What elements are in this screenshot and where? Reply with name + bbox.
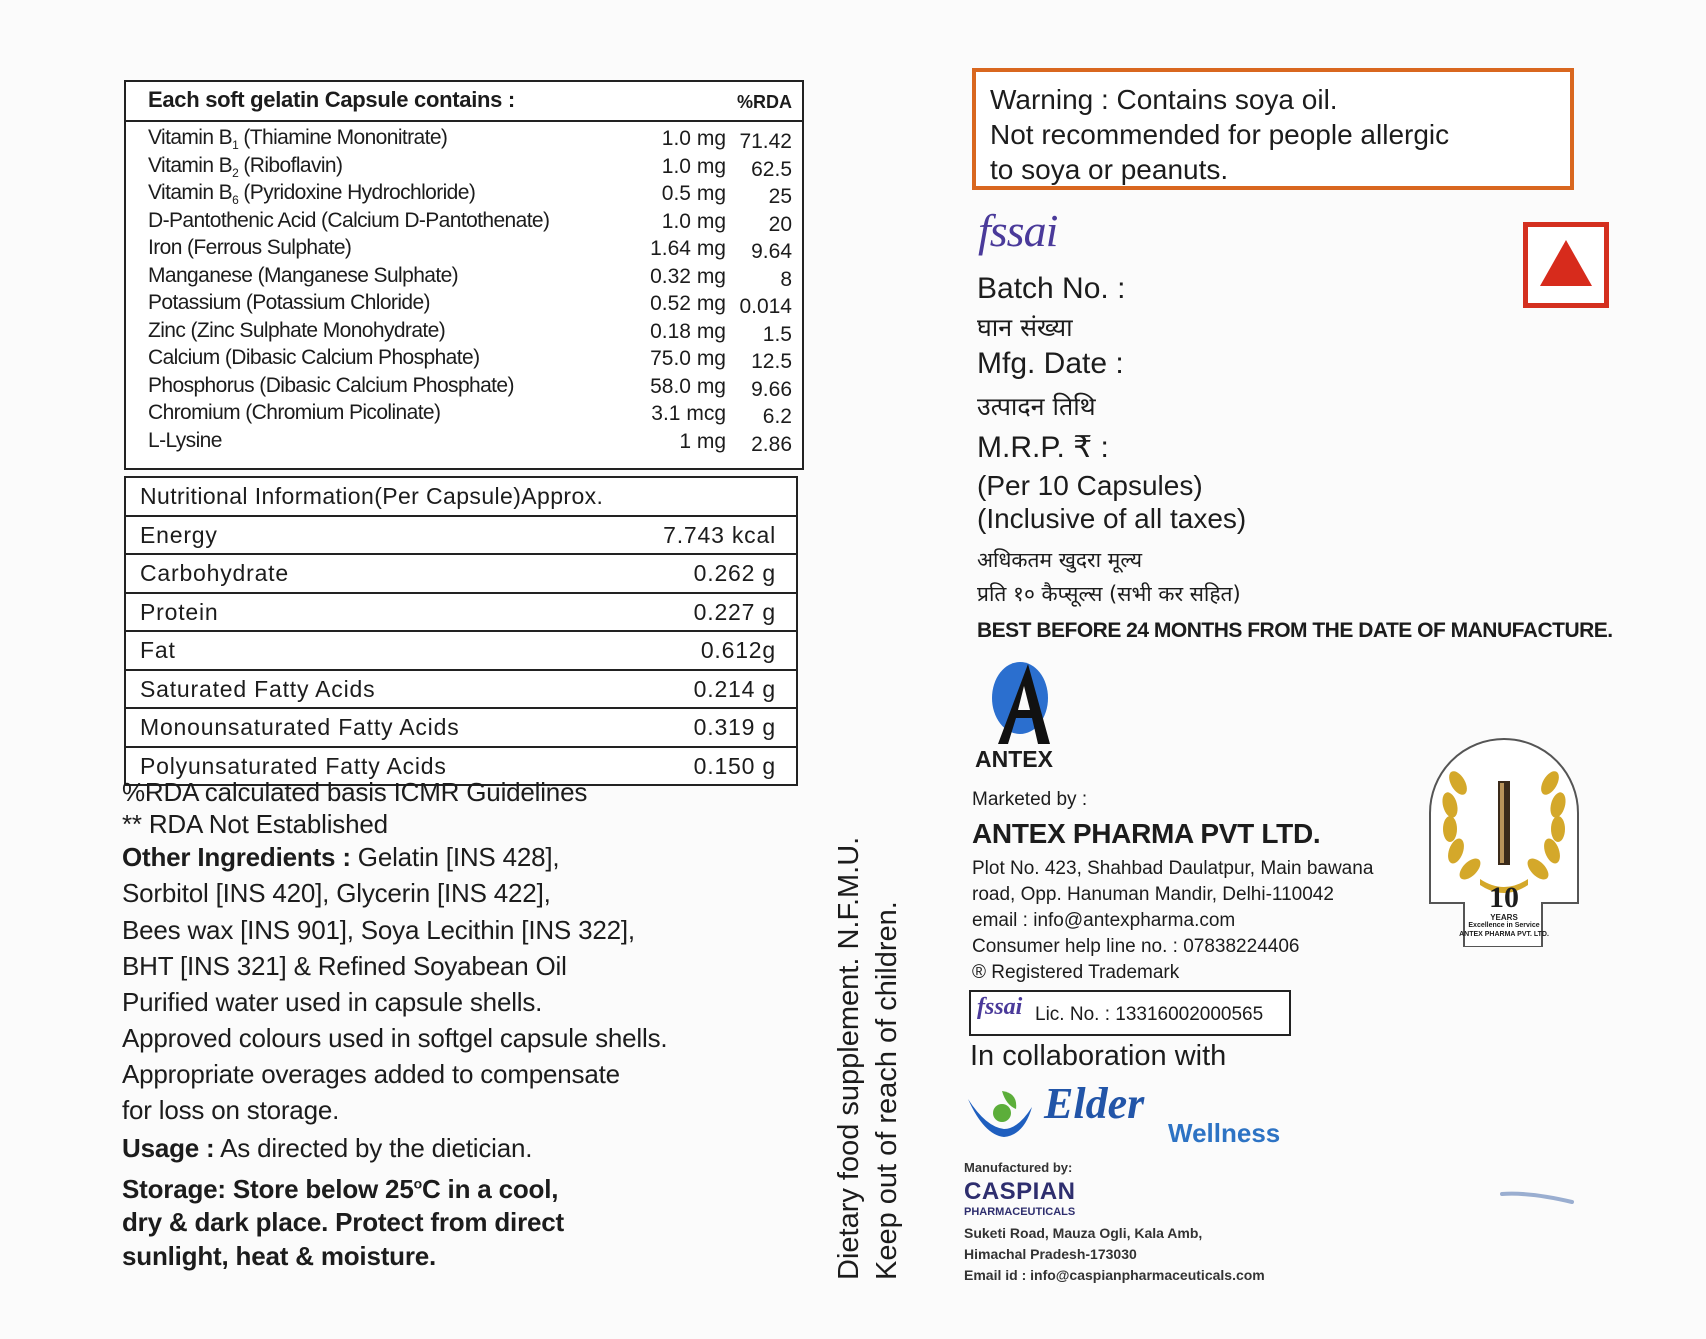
nutrient-rda: 8	[780, 267, 792, 291]
composition-row	[148, 236, 794, 264]
other-ingredients-text1: Gelatin [INS 428],	[350, 842, 560, 872]
consumer-helpline: Consumer help line no. : 07838224406	[972, 936, 1300, 957]
manufacturer-address-line2: Himachal Pradesh-173030	[964, 1246, 1137, 1262]
nutrient-name-main: Zinc (Zinc Sulphate Monohydrate)	[148, 318, 446, 342]
nutrient-rda: 2.86	[751, 432, 792, 456]
composition-row	[148, 346, 794, 374]
composition-row	[148, 126, 794, 154]
nutrition-label: Polyunsaturated Fatty Acids	[140, 752, 447, 779]
fssai-logo: fssai	[978, 205, 1058, 256]
nutrient-name	[148, 346, 479, 370]
nutrient-rda: 20	[768, 212, 792, 236]
nutrient-amount: 0.32 mg	[650, 264, 726, 288]
nutrition-label: Fat	[140, 637, 176, 663]
mfg-date-label-hindi: उत्पादन तिथि	[977, 392, 1096, 421]
nutrient-amount: 75.0 mg	[650, 347, 726, 370]
collaboration-label: In collaboration with	[970, 1040, 1227, 1072]
nutrient-name-main: Potassium (Potassium Chloride)	[148, 291, 430, 314]
nutrient-rda: 9.64	[751, 240, 792, 263]
nutrient-name	[148, 236, 351, 260]
badge-service: Excellence in Service	[1468, 922, 1540, 929]
composition-row	[148, 291, 794, 319]
nutrient-subscript: 6	[232, 193, 239, 208]
nutrient-amount: 1.0 mg	[661, 154, 726, 178]
nutrient-rda: 62.5	[751, 157, 792, 181]
manufacturer-email: Email id : info@caspianpharmaceuticals.com	[964, 1267, 1265, 1283]
rda-basis-note: %RDA calculated basis ICMR Guidelines	[122, 777, 588, 807]
non-veg-mark-icon	[1523, 222, 1609, 308]
nutrition-value: 0.214 g	[693, 675, 776, 702]
warning-line3: to soya or peanuts.	[990, 154, 1229, 185]
nutrient-subscript: 2	[232, 165, 239, 180]
degree-symbol: o	[413, 1175, 422, 1192]
composition-row	[148, 401, 794, 429]
composition-row	[148, 154, 794, 182]
nutrient-name-main: Vitamin B	[148, 126, 233, 149]
nutrient-amount: 58.0 mg	[650, 374, 726, 398]
storage-line1	[122, 1174, 558, 1205]
other-ingredients-line2: Sorbitol [INS 420], Glycerin [INS 422],	[122, 878, 551, 908]
nutrient-subscript: 1	[232, 138, 239, 153]
badge-years-number: 10	[1489, 881, 1519, 914]
marketer-address-line1: Plot No. 423, Shahbad Daulatpur, Main bawana	[972, 858, 1374, 879]
other-ingredients-line4: BHT [INS 321] & Refined Soyabean Oil	[122, 951, 567, 981]
nutrition-label: Protein	[140, 598, 219, 625]
antex-brand: ANTEX	[975, 746, 1053, 772]
elder-brand: Elder	[1044, 1079, 1145, 1128]
nutrient-name	[148, 374, 514, 398]
keep-away-text: Keep out of reach of children.	[871, 901, 903, 1280]
composition-title: Each soft gelatin Capsule contains :	[148, 87, 515, 112]
nutrition-row	[126, 632, 796, 671]
nutrition-table	[124, 476, 798, 786]
other-ingredients-line3: Bees wax [INS 901], Soya Lecithin [INS 322],	[122, 915, 635, 945]
other-ingredients-line6: Approved colours used in softgel capsule shells.	[122, 1023, 668, 1053]
ink-smudge-icon	[1500, 1190, 1575, 1204]
warning-box	[972, 68, 1574, 190]
nutrient-name	[148, 209, 549, 233]
warning-line2: Not recommended for people allergic	[990, 119, 1450, 150]
nutrient-amount: 1.0 mg	[661, 127, 726, 150]
nutrient-name-main: Vitamin B	[148, 153, 233, 177]
nutrient-name	[148, 291, 430, 315]
storage-line2: dry & dark place. Protect from direct	[122, 1207, 564, 1237]
composition-row	[148, 181, 794, 209]
nutrient-amount: 1.64 mg	[650, 237, 726, 260]
license-number: Lic. No. : 13316002000565	[1035, 1004, 1264, 1025]
nutrient-name-main: D-Pantothenic Acid (Calcium D-Pantothenate)	[148, 208, 550, 232]
composition-header	[126, 82, 802, 122]
nutrient-name-main: Manganese (Manganese Sulphate)	[148, 263, 459, 287]
mrp-label: M.R.P. ₹ :	[977, 431, 1109, 464]
other-ingredients-label: Other Ingredients :	[122, 842, 351, 872]
nutrition-label: Carbohydrate	[140, 560, 289, 586]
marketer-company: ANTEX PHARMA PVT LTD.	[972, 818, 1321, 849]
marketer-address-line2: road, Opp. Hanuman Mandir, Delhi-110042	[972, 884, 1334, 905]
nutrient-rda: 6.2	[762, 405, 792, 428]
nutrient-name-main: Phosphorus (Dibasic Calcium Phosphate)	[148, 373, 514, 397]
other-ingredients-line1	[122, 842, 559, 873]
composition-row	[148, 209, 794, 237]
composition-row	[148, 429, 794, 457]
mfg-date-label: Mfg. Date :	[977, 347, 1124, 380]
composition-table	[124, 80, 804, 470]
nutrient-name-main: Iron (Ferrous Sulphate)	[148, 236, 352, 259]
batch-label-hindi: घान संख्या	[977, 313, 1073, 342]
nutrient-rda: 1.5	[762, 322, 792, 346]
nutrient-name-source: (Pyridoxine Hydrochloride)	[238, 181, 476, 204]
nutrient-name	[148, 401, 440, 425]
nutrient-name-source: (Thiamine Mononitrate)	[238, 126, 448, 149]
nutrient-name	[148, 154, 342, 180]
nutrient-name	[148, 429, 222, 453]
manufacturer-address-line1: Suketi Road, Mauza Ogli, Kala Amb,	[964, 1225, 1203, 1241]
nutrition-value: 0.150 g	[693, 752, 776, 779]
manufacturer-name: CASPIAN	[964, 1178, 1076, 1205]
nutrition-header: Nutritional Information(Per Capsule)Approx.	[140, 483, 604, 509]
per-capsules-label: (Per 10 Capsules)	[977, 470, 1203, 501]
nutrient-amount: 0.52 mg	[650, 292, 726, 315]
other-ingredients-line5: Purified water used in capsule shells.	[122, 987, 543, 1017]
nutrient-name-main: L-Lysine	[148, 428, 222, 452]
other-ingredients-line8: for loss on storage.	[122, 1095, 340, 1125]
nutrient-name	[148, 319, 445, 343]
composition-row	[148, 374, 794, 402]
badge-company: ANTEX PHARMA PVT. LTD.	[1459, 931, 1549, 938]
storage-text-b: C in a cool,	[421, 1174, 559, 1204]
other-ingredients-line7: Appropriate overages added to compensate	[122, 1059, 620, 1089]
marketed-by-label: Marketed by :	[972, 789, 1088, 810]
nutrition-value: 0.612g	[700, 637, 776, 663]
registered-trademark: ® Registered Trademark	[972, 962, 1180, 983]
composition-row	[148, 264, 794, 292]
usage-text: As directed by the dietician.	[214, 1133, 533, 1163]
nutrient-amount: 1 mg	[679, 429, 726, 453]
usage-line	[122, 1133, 532, 1164]
vertical-advisory	[830, 837, 906, 1280]
nutrient-name-main: Vitamin B	[148, 181, 233, 204]
license-box	[969, 990, 1291, 1036]
badge-years-label: YEARS	[1490, 913, 1518, 922]
best-before-note: BEST BEFORE 24 MONTHS FROM THE DATE OF MANUFACTURE.	[977, 619, 1613, 642]
nutrient-name-main: Calcium (Dibasic Calcium Phosphate)	[148, 346, 480, 369]
usage-label: Usage :	[122, 1133, 215, 1163]
nutrient-amount: 1.0 mg	[661, 209, 726, 233]
nutrition-value: 0.262 g	[693, 560, 776, 586]
storage-line3: sunlight, heat & moisture.	[122, 1241, 437, 1271]
composition-rows	[148, 126, 794, 456]
nutrient-name-main: Chromium (Chromium Picolinate)	[148, 401, 441, 424]
nutrient-amount: 0.5 mg	[661, 182, 726, 205]
mrp-hindi-line1: अधिकतम खुदरा मूल्य	[977, 548, 1143, 572]
nutrition-label: Monounsaturated Fatty Acids	[140, 714, 460, 740]
nutrition-row	[126, 594, 796, 633]
nutrient-rda: 25	[768, 185, 792, 208]
manufactured-by-label: Manufactured by:	[964, 1160, 1073, 1175]
nutrient-rda: 12.5	[751, 350, 792, 373]
nutrient-name-source: (Riboflavin)	[238, 153, 343, 177]
composition-row	[148, 319, 794, 347]
nutrition-row	[126, 671, 796, 710]
nutrition-value: 0.319 g	[693, 714, 776, 740]
nutrient-amount: 0.18 mg	[650, 319, 726, 343]
nutrition-label: Energy	[140, 521, 218, 548]
inclusive-taxes-label: (Inclusive of all taxes)	[977, 503, 1247, 534]
antex-logo-icon	[990, 658, 1060, 746]
marketer-email: email : info@antexpharma.com	[972, 910, 1236, 931]
nutrient-rda: 71.42	[739, 130, 792, 153]
nutrition-row	[126, 555, 796, 594]
nutrient-name	[148, 264, 458, 288]
nutrition-label: Saturated Fatty Acids	[140, 675, 376, 702]
nutrient-amount: 3.1 mcg	[651, 402, 726, 425]
dietary-supplement-text: Dietary food supplement. N.F.M.U.	[833, 836, 865, 1280]
rda-not-established-note: ** RDA Not Established	[122, 809, 388, 839]
nutrient-rda: 0.014	[739, 295, 792, 318]
rda-header: %RDA	[736, 92, 792, 112]
nutrition-header-row	[126, 478, 796, 517]
fssai-small-logo: fssai	[977, 994, 1023, 1020]
nutrition-value: 0.227 g	[693, 598, 776, 625]
elder-wellness-logo-icon	[966, 1085, 1036, 1145]
nutrition-row	[126, 517, 796, 556]
mrp-hindi-line2: प्रति १० कैप्सूल्स (सभी कर सहित)	[977, 582, 1241, 606]
nutrient-name	[148, 181, 475, 207]
batch-label: Batch No. :	[977, 272, 1126, 305]
wellness-brand: Wellness	[1168, 1118, 1281, 1148]
warning-line1: Warning : Contains soya oil.	[990, 84, 1338, 115]
nutrition-value: 7.743 kcal	[663, 521, 776, 548]
ten-years-badge	[1424, 733, 1584, 947]
storage-text-a: Storage: Store below 25	[122, 1174, 414, 1204]
nutrition-row	[126, 709, 796, 748]
nutrient-rda: 9.66	[751, 377, 792, 401]
nutrient-name	[148, 126, 447, 152]
manufacturer-sub: PHARMACEUTICALS	[964, 1206, 1076, 1218]
